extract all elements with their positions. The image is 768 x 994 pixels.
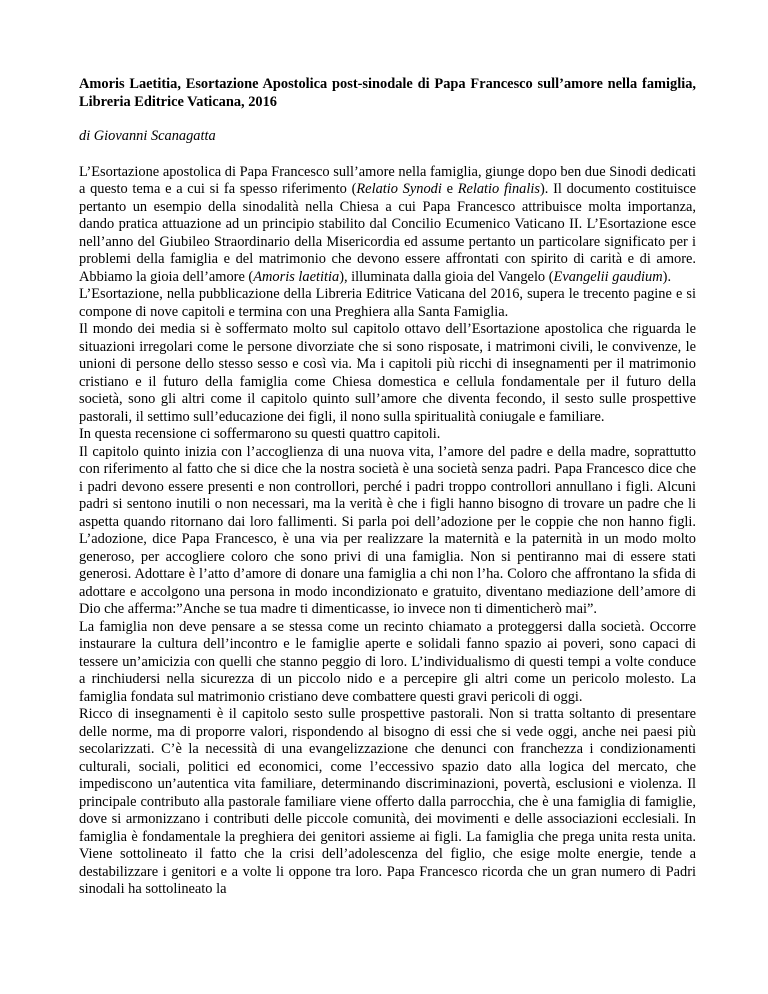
document-title: Amoris Laetitia, Esortazione Apostolica post-sinodale di Papa Francesco sull’amore nella famiglia, Libreria Editrice Vaticana, 2016 xyxy=(79,76,696,110)
italic-term: Relatio Synodi xyxy=(356,181,442,197)
paragraph-text: ). Il documento costituisce pertanto un esempio della sinodalità nella Chiesa a cui Papa Francesco attribuisce molta importanza, dando pratica attuazione ad un principio stabilito dal Concilio Ecumenico Vaticano II. L’Esortazione esce nell’anno del Giubileo Straordinario della Misericordia ed assume pertanto un particolare significato per i problemi della famiglia e del matrimonio che devono essere affrontati con spirito di carità e di amore. Abbiamo la gioia dell’amore ( xyxy=(79,181,697,285)
italic-term: Evangelii gaudium xyxy=(553,268,663,285)
italic-term: Relatio finalis xyxy=(457,181,540,197)
document-body xyxy=(79,164,696,899)
paragraph: In questa recensione ci soffermarono su questi quattro capitoli. xyxy=(79,426,441,442)
paragraph-text: L’Esortazione apostolica di Papa Francesco sull’amore nella famiglia, giunge dopo ben due Sinodi dedicati a questo tema e a cui si fa spesso riferimento ( xyxy=(79,163,696,197)
document-page xyxy=(79,76,696,899)
italic-term: Amoris laetitia xyxy=(253,268,340,285)
paragraph: Il capitolo quinto inizia con l’accoglienza di una nuova vita, l’amore del padre e della madre, soprattutto con riferimento al fatto che si dice che la nostra società è una società senza padri. Papa Francesco dice che i padri devono essere presenti e non controllori, perché i padri troppo controllori annullano i figli. Alcuni padri si sentono inutili o non necessari, ma la verità è che i figli hanno bisogno di trovare un padre che li aspetta quando ritornano dai loro fallimenti. Si parla poi dell’adozione per le coppie che non hanno figli. L’adozione, dice Papa Francesco, è una via per realizzare la maternità e la paternità in un modo molto generoso, per accogliere coloro che sono privi di una famiglia. Non si pentiranno mai di essere stati generosi. Adottare è l’atto d’amore di donare una famiglia a chi non l’ha. Coloro che affrontano la sfida di adottare e accolgono una persona in modo incondizionato e gratuito, diventano mediazione dell’amore di Dio che afferma:”Anche se tua madre ti dimenticasse, io invece non ti dimenticherò mai”. xyxy=(79,443,696,617)
paragraph: Il mondo dei media si è soffermato molto sul capitolo ottavo dell’Esortazione apostolica che riguarda le situazioni irregolari come le persone divorziate che si sono risposate, i matrimoni civili, le convivenze, le unioni di persone dello stesso sesso e così via. Ma i capitoli più ricchi di insegnamenti per il matrimonio cristiano e il futuro della famiglia come Chiesa domestica e cellula fondamentale per il futuro della società, sono gli altri come il capitolo quinto sull’amore che diventa fecondo, il sesto sulle prospettive pastorali, il settimo sull’educazione dei figli, il nono sulla spiritualità coniugale e familiare. xyxy=(79,321,696,425)
paragraph: Ricco di insegnamenti è il capitolo sesto sulle prospettive pastorali. Non si tratta soltanto di presentare delle norme, ma di proporre valori, rispondendo al bisogno di essi che si vede oggi, anche nei paesi più secolarizzati. C’è la necessità di una evangelizzazione che denunci con franchezza i condizionamenti culturali, sociali, politici ed economici, come l’eccessivo spazio dato alla logica del mercato, che impediscono un’autentica vita familiare, determinando discriminazioni, povertà, esclusioni e violenza. Il principale contributo alla pastorale familiare viene offerto dalla parrocchia, che è una famiglia di famiglie, dove si armonizzano i contributi delle piccole comunità, dei movimenti e delle associazioni ecclesiali. In famiglia è fondamentale la preghiera dei genitori assieme ai figli. La famiglia che prega unita resta unita. Viene sottolineato il fatto che la crisi dell’adolescenza del figlio, che esige molte energie, tende a destabilizzare i genitori e a volte li oppone tra loro. Papa Francesco ricorda che un gran numero di Padri sinodali ha sottolineato la xyxy=(79,706,696,897)
paragraph-text: ). xyxy=(662,268,672,285)
paragraph-text: ), illuminata dalla gioia del Vangelo ( xyxy=(339,268,554,285)
author-line: di Giovanni Scanagatta xyxy=(79,128,216,144)
paragraph-text: e xyxy=(441,181,458,197)
paragraph: La famiglia non deve pensare a se stessa come un recinto chiamato a proteggersi dalla società. Occorre instaurare la cultura dell’incontro e le famiglie aperte e solidali fanno spazio ai poveri, sono capaci di tessere un’amicizia con quelli che stanno peggio di loro. L’individualismo di questi tempi a volte conduce a rinchiudersi nella sicurezza di un piccolo nido e a percepire gli altri come un pericolo molesto. La famiglia fondata sul matrimonio cristiano deve combattere questi gravi pericoli di oggi. xyxy=(79,618,696,705)
paragraph xyxy=(79,164,696,287)
paragraph: L’Esortazione, nella pubblicazione della Libreria Editrice Vaticana del 2016, supera le trecento pagine e si compone di nove capitoli e termina con una Preghiera alla Santa Famiglia. xyxy=(79,286,696,320)
